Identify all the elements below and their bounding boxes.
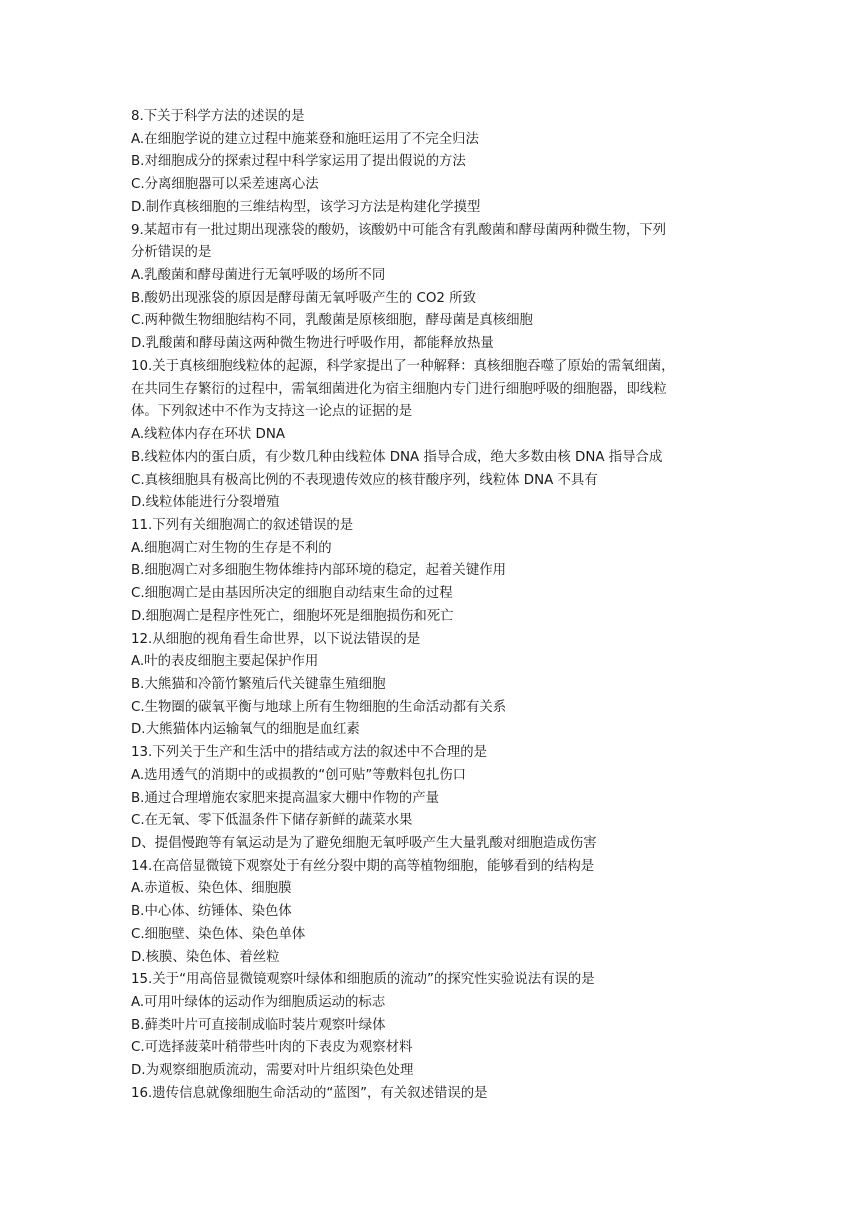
question-10-stem-cont: 体。下列叙述中不作为支持这一论点的证据的是 xyxy=(131,404,413,420)
question-13-stem: 13.下列关于生产和生活中的措结或方法的叙述中不合理的是 xyxy=(131,745,488,761)
question-15-stem: 15.关于“用高倍显微镜观察叶绿体和细胞质的流动”的探究性实验说法有误的是 xyxy=(131,972,595,988)
question-11-option-b: B.细胞凋亡对多细胞生物体维持内部环境的稳定，起着关键作用 xyxy=(131,563,506,579)
question-14-stem: 14.在高倍显微镜下观察处于有丝分裂中期的高等植物细胞，能够看到的结构是 xyxy=(131,858,595,874)
question-10-option-b: B.线粒体内的蛋白质，有少数几种由线粒体 DNA 指导合成，绝大多数由核 DNA 指导合成 xyxy=(131,449,663,465)
question-15-option-d: D.为观察细胞质流动，需要对叶片组织染色处理 xyxy=(131,1063,414,1079)
question-14-option-a: A.赤道板、染色体、细胞膜 xyxy=(131,881,292,897)
question-15-option-a: A.可用叶绿体的运动作为细胞质运动的标志 xyxy=(131,995,386,1011)
question-15-option-c: C.可选择菠菜叶稍带些叶肉的下表皮为观察材料 xyxy=(131,1040,413,1056)
question-13-option-b: B.通过合理增施农家肥来提高温家大棚中作物的产量 xyxy=(131,790,440,806)
question-12-option-a: A.叶的表皮细胞主要起保护作用 xyxy=(131,654,319,670)
question-12-option-b: B.大熊猫和冷箭竹繁殖后代关键靠生殖细胞 xyxy=(131,676,386,692)
question-12-option-c: C.生物圈的碳氧平衡与地球上所有生物细胞的生命活动都有关系 xyxy=(131,699,507,715)
question-8-option-d: D.制作真核细胞的三维结构型，该学习方法是构建化学摸型 xyxy=(131,199,481,215)
question-10-stem-cont: 在共同生存繁衍的过程中，需氧细菌进化为宿主细胞内专门进行细胞呼吸的细胞器，即线粒 xyxy=(131,381,667,397)
question-9-option-d: D.乳酸菌和酵母菌这两种微生物进行呼吸作用，都能释放热量 xyxy=(131,336,494,352)
question-11-stem: 11.下列有关细胞凋亡的叙述错误的是 xyxy=(131,517,354,533)
question-12-stem: 12.从细胞的视角看生命世界，以下说法错误的是 xyxy=(131,631,421,647)
question-11-option-a: A.细胞凋亡对生物的生存是不利的 xyxy=(131,540,332,556)
question-13-option-c: C.在无氧、零下低温条件下储存新鲜的蔬菜水果 xyxy=(131,813,413,829)
question-13-option-a: A.选用透气的消期中的或损教的“创可贴”等敷料包扎伤口 xyxy=(131,767,467,783)
question-8-option-c: C.分离细胞器可以采差速离心法 xyxy=(131,177,319,193)
question-10-option-c: C.真核细胞具有极高比例的不表现遗传效应的核苷酸序列，线粒体 DNA 不具有 xyxy=(131,472,598,488)
question-9-stem-cont: 分析错误的是 xyxy=(131,245,212,261)
question-14-option-b: B.中心体、纺锤体、染色体 xyxy=(131,904,292,920)
question-8-option-a: A.在细胞学说的建立过程中施莱登和施旺运用了不完全归法 xyxy=(131,131,479,147)
question-13-option-d: D、提倡慢跑等有氧运动是为了避免细胞无氧呼吸产生大量乳酸对细胞造成伤害 xyxy=(131,836,597,851)
question-8-option-b: B.对细胞成分的探索过程中科学家运用了提出假说的方法 xyxy=(131,154,466,170)
question-14-option-d: D.核膜、染色体、着丝粒 xyxy=(131,949,280,965)
question-12-option-d: D.大熊猫体内运输氧气的细胞是血红素 xyxy=(131,722,360,738)
question-10-option-a: A.线粒体内存在环状 DNA xyxy=(131,427,286,443)
question-11-option-d: D.细胞凋亡是程序性死亡，细胞坏死是细胞损伤和死亡 xyxy=(131,608,454,624)
question-9-option-c: C.两种微生物细胞结构不同，乳酸菌是原核细胞，酵母菌是真核细胞 xyxy=(131,313,533,329)
question-9-option-b: B.酸奶出现涨袋的原因是酵母菌无氧呼吸产生的 CO2 所致 xyxy=(131,290,476,306)
question-16-stem: 16.遗传信息就像细胞生命活动的“蓝图”，有关叙述错误的是 xyxy=(131,1085,488,1101)
question-9-option-a: A.乳酸菌和酵母菌进行无氧呼吸的场所不同 xyxy=(131,268,386,284)
question-14-option-c: C.细胞壁、染色体、染色单体 xyxy=(131,926,306,942)
question-15-option-b: B.藓类叶片可直接制成临时装片观察叶绿体 xyxy=(131,1017,386,1033)
question-8-stem: 8.下关于科学方法的述误的是 xyxy=(131,109,305,124)
question-10-stem: 10.关于真核细胞线粒体的起源，科学家提出了一种解释：真核细胞吞噬了原始的需氧细菌， xyxy=(131,358,675,374)
question-10-option-d: D.线粒体能进行分裂增殖 xyxy=(131,495,280,511)
question-text-block xyxy=(131,106,751,1106)
question-11-option-c: C.细胞凋亡是由基因所决定的细胞自动结束生命的过程 xyxy=(131,586,453,602)
question-9-stem: 9.某超市有一批过期出现涨袋的酸奶，该酸奶中可能含有乳酸菌和酵母菌两种微生物，下列 xyxy=(131,222,667,238)
